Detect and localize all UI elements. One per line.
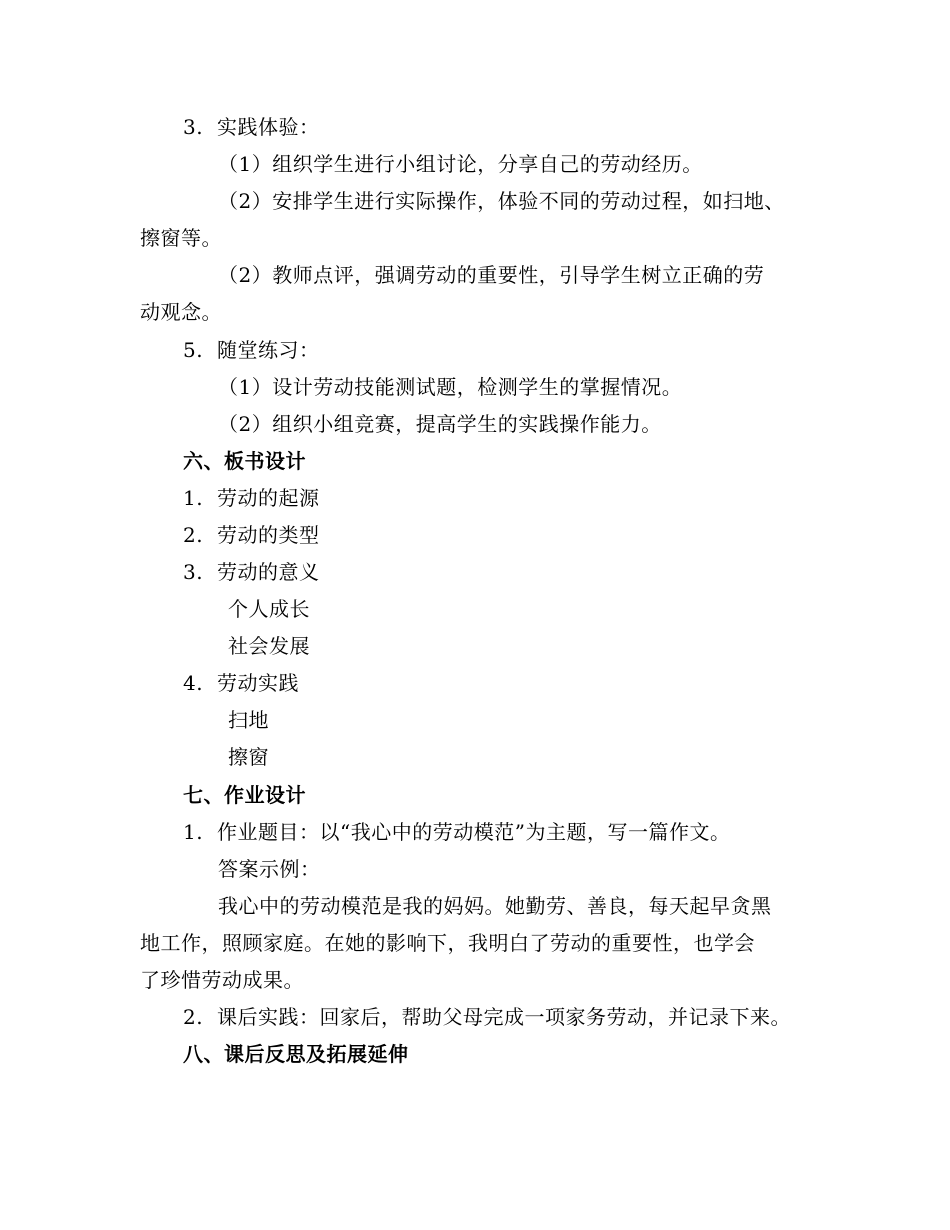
- board-item-2: [183, 523, 320, 547]
- practice-item-2-line-1: （2）安排学生进行实际操作，体验不同的劳动过程，如扫地、: [218, 189, 785, 213]
- list-text: 劳动的类型: [217, 523, 320, 547]
- board-subitem: 擦窗: [228, 745, 269, 769]
- list-text: 作业题目：以“我心中的劳动模范”为主题，写一篇作文。: [217, 820, 731, 844]
- homework-item-1: [183, 820, 730, 844]
- answer-line-1: 我心中的劳动模范是我的妈妈。她勤劳、善良，每天起早贪黑: [218, 894, 772, 918]
- exercise-item-1: （1）设计劳动技能测试题，检测学生的掌握情况。: [218, 375, 683, 399]
- practice-heading: [183, 115, 320, 139]
- list-text: 随堂练习：: [217, 338, 320, 362]
- list-number: 1.: [183, 820, 204, 844]
- answer-line-3: 了珍惜劳动成果。: [140, 968, 304, 992]
- board-subitem: 社会发展: [228, 634, 310, 658]
- exercise-item-2: （2）组织小组竞赛，提高学生的实践操作能力。: [218, 412, 662, 436]
- list-text: 实践体验：: [217, 115, 320, 139]
- list-number: 3.: [183, 115, 204, 139]
- practice-item-3-line-2: 动观念。: [140, 300, 222, 324]
- board-item-3: [183, 560, 320, 584]
- board-subitem: 扫地: [228, 708, 269, 732]
- list-number: 5.: [183, 338, 204, 362]
- answer-label: 答案示例：: [218, 857, 321, 881]
- practice-item-1: （1）组织学生进行小组讨论，分享自己的劳动经历。: [218, 152, 703, 176]
- list-number: 3.: [183, 560, 204, 584]
- list-number: 1.: [183, 486, 204, 510]
- section-heading-8: 八、课后反思及拓展延伸: [183, 1042, 409, 1066]
- list-text: 劳动实践: [217, 671, 299, 695]
- list-number: 2.: [183, 523, 204, 547]
- answer-line-2: 地工作，照顾家庭。在她的影响下，我明白了劳动的重要性，也学会: [140, 931, 755, 955]
- practice-item-2-line-2: 擦窗等。: [140, 226, 222, 250]
- list-number: 4.: [183, 671, 204, 695]
- list-text: 劳动的起源: [217, 486, 320, 510]
- practice-item-3-line-1: （2）教师点评，强调劳动的重要性，引导学生树立正确的劳: [218, 263, 765, 287]
- list-number: 2.: [183, 1005, 204, 1029]
- board-item-1: [183, 486, 320, 510]
- list-text: 课后实践：回家后，帮助父母完成一项家务劳动，并记录下来。: [217, 1005, 791, 1029]
- board-item-4: [183, 671, 299, 695]
- homework-item-2: [183, 1005, 791, 1029]
- section-heading-7: 七、作业设计: [183, 783, 306, 807]
- list-text: 劳动的意义: [217, 560, 320, 584]
- exercise-heading: [183, 338, 320, 362]
- section-heading-6: 六、板书设计: [183, 449, 306, 473]
- board-subitem: 个人成长: [228, 597, 310, 621]
